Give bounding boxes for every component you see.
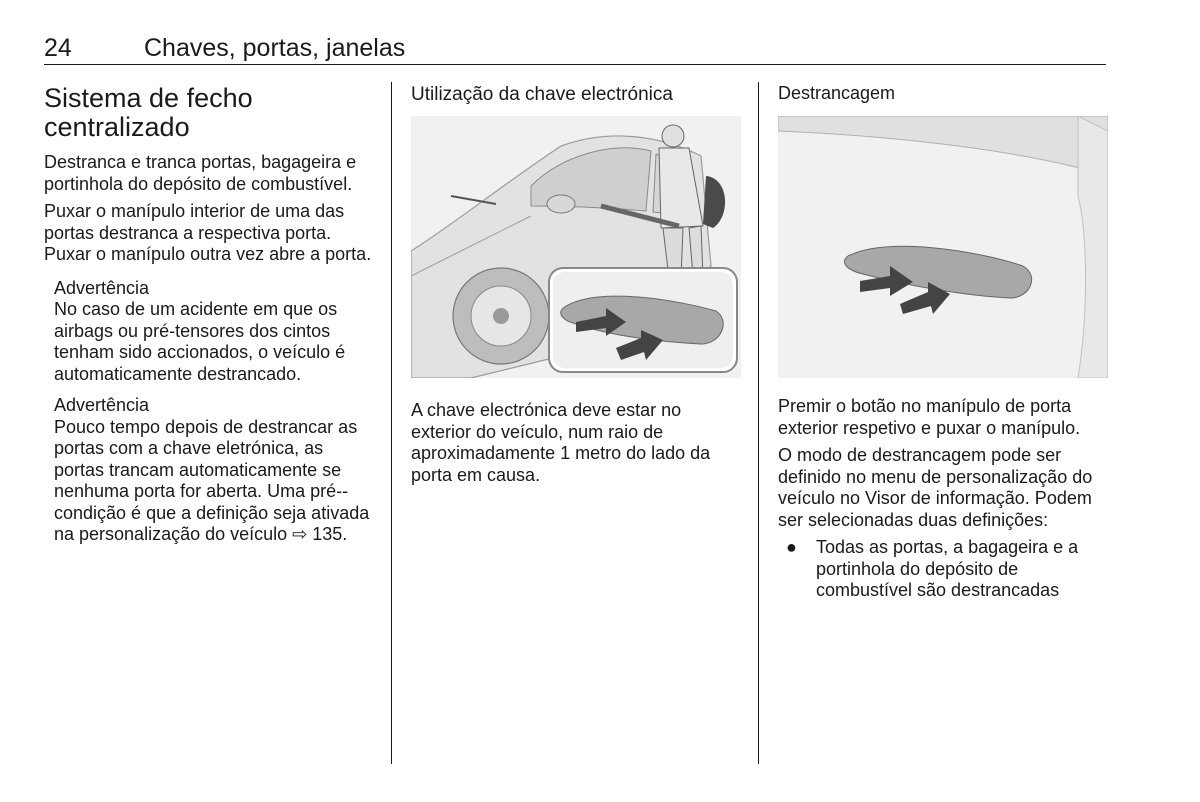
section-heading: Sistema de fecho centralizado xyxy=(44,83,253,142)
paragraph: Premir o botão no manípulo de porta exterior respetivo e puxar o manípulo. xyxy=(778,396,1081,438)
warning-title: Advertência xyxy=(54,277,150,298)
subsection-heading: Destrancagem xyxy=(778,83,896,103)
column-divider xyxy=(758,82,759,764)
chapter-title: Chaves, portas, janelas xyxy=(144,34,406,62)
car-door-illustration xyxy=(411,116,741,378)
column-right xyxy=(778,82,1108,602)
column-divider xyxy=(391,82,392,764)
column-left xyxy=(44,82,376,552)
page-number: 24 xyxy=(44,34,72,62)
paragraph: O modo de destrancagem pode ser definido no menu de personalização do veículo no Visor de informação. Podem ser selecionadas duas definições: xyxy=(778,445,1093,530)
column-middle xyxy=(411,82,741,492)
paragraph: A chave electrónica deve estar no exterior do veículo, num raio de aproximadamente 1 metro do lado da porta em causa. xyxy=(411,400,711,485)
warning-text: No caso de um acidente em que os airbags ou pré-tensores dos cintos tenham sido accionados, o veículo é automaticamente destrancado. xyxy=(54,299,346,384)
door-handle-illustration xyxy=(778,116,1108,378)
paragraph: Destranca e tranca portas, bagageira e portinhola do depósito de combustível. xyxy=(44,152,357,194)
paragraph: Puxar o manípulo interior de uma das portas destranca a respectiva porta. Puxar o manípulo outra vez abre a porta. xyxy=(44,201,372,264)
page-header xyxy=(44,32,1106,65)
subsection-heading: Utilização da chave electrónica xyxy=(411,84,673,105)
warning-title: Advertência xyxy=(54,395,150,415)
warning-block xyxy=(54,278,376,386)
bullet-icon: ● xyxy=(786,537,797,557)
warning-text: Pouco tempo depois de destrancar as portas com a chave eletrónica, as portas trancam automaticamente se nenhuma porta for aberta. Uma pré--condição é que a definição seja ativada na personalização do veículo ⇨ 135. xyxy=(54,416,370,544)
list-item xyxy=(778,537,1108,602)
list-item-text: Todas as portas, a bagageira e a portinhola do depósito de combustível são destrancadas xyxy=(816,537,1079,600)
warning-block xyxy=(54,395,376,546)
bullet-list xyxy=(778,537,1108,602)
